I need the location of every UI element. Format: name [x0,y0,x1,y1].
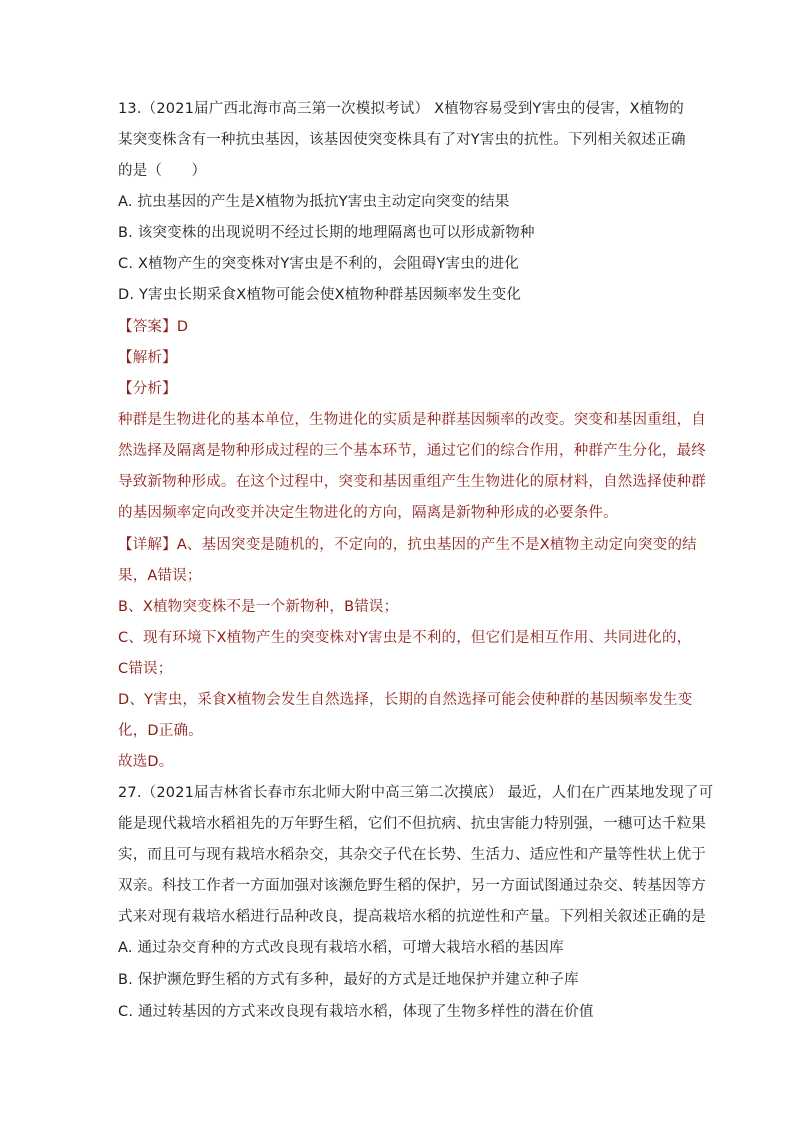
q27-stem-line-5: 式来对现有栽培水稻进行品种改良，提高栽培水稻的抗逆性和产量。下列相关叙述正确的是 [118,909,706,925]
q13-stem-line-3: 的是（ ） [118,163,207,179]
answer-tag: 【答案】 [118,319,177,335]
q13-stem-line-2: 某突变株含有一种抗虫基因，该基因使突变株具有了对Y害虫的抗性。下列相关叙述正确 [118,132,686,148]
detail-line-5: C错误； [118,661,173,677]
detail-line-4: C、现有环境下X植物产生的突变株对Y害虫是不利的，但它们是相互作用、共同进化的， [118,630,692,646]
detail-line-2: 果，A错误； [118,568,202,584]
answer-value: D [176,319,189,335]
xiangjie-tag: 【详解】 [118,537,177,553]
analysis-line-4: 的基因频率定向改变并决定生物进化的方向，隔离是新物种形成的必要条件。 [118,505,618,521]
q27-stem-line-3: 实，而且可与现有栽培水稻杂交，其杂交子代在长势、生活力、适应性和产量等性状上优于 [118,847,706,863]
q27-option-b: B. 保护濒危野生稻的方式有多种，最好的方式是迁地保护并建立种子库 [118,972,579,988]
document-content [118,99,714,1033]
q27-stem-line-2: 能是现代栽培水稻祖先的万年野生稻，它们不但抗病、抗虫害能力特别强，一穗可达千粒果 [118,816,706,832]
analysis-line-2: 然选择及隔离是物种形成过程的三个基本环节，通过它们的综合作用，种群产生分化，最终 [118,443,706,459]
q27-stem-line-1: 27.（2021届吉林省长春市东北师大附中高三第二次摸底） 最近，人们在广西某地发现了可 [118,785,714,801]
q13-option-b: B. 该突变株的出现说明不经过长期的地理隔离也可以形成新物种 [118,225,535,241]
q13-stem-line-1: 13.（2021届广西北海市高三第一次模拟考试） X植物容易受到Y害虫的侵害，X植物的 [118,101,684,117]
q27-option-a: A. 通过杂交育种的方式改良现有栽培水稻，可增大栽培水稻的基因库 [118,940,564,956]
conclusion: 故选D。 [118,754,174,770]
q27-stem-line-4: 双亲。科技工作者一方面加强对该濒危野生稻的保护，另一方面试图通过杂交、转基因等方 [118,878,706,894]
q13-option-a: A. 抗虫基因的产生是X植物为抵抗Y害虫主动定向突变的结果 [118,194,510,210]
q27-option-c: C. 通过转基因的方式来改良现有栽培水稻，体现了生物多样性的潜在价值 [118,1004,594,1020]
detail-line-1 [118,535,697,566]
analysis-line-3: 导致新物种形成。在这个过程中，突变和基因重组产生生物进化的原材料，自然选择使种群 [118,474,706,490]
fenxi-tag: 【分析】 [118,381,177,397]
detail-first-text: A、基因突变是随机的，不定向的，抗虫基因的产生不是X植物主动定向突变的结 [176,537,697,553]
q13-answer [118,317,680,348]
q13-option-c: C. X植物产生的突变株对Y害虫是不利的，会阻碍Y害虫的进化 [118,256,519,272]
detail-line-3: B、X植物突变株不是一个新物种，B错误； [118,599,399,615]
jiexi-tag: 【解析】 [118,350,177,366]
detail-line-6: D、Y害虫，采食X植物会发生自然选择，长期的自然选择可能会使种群的基因频率发生变 [118,692,693,708]
detail-line-7: 化，D正确。 [118,723,203,739]
analysis-line-1: 种群是生物进化的基本单位，生物进化的实质是种群基因频率的改变。突变和基因重组，自 [118,412,706,428]
q13-option-d: D. Y害虫长期采食X植物可能会使X植物种群基因频率发生变化 [118,287,522,303]
